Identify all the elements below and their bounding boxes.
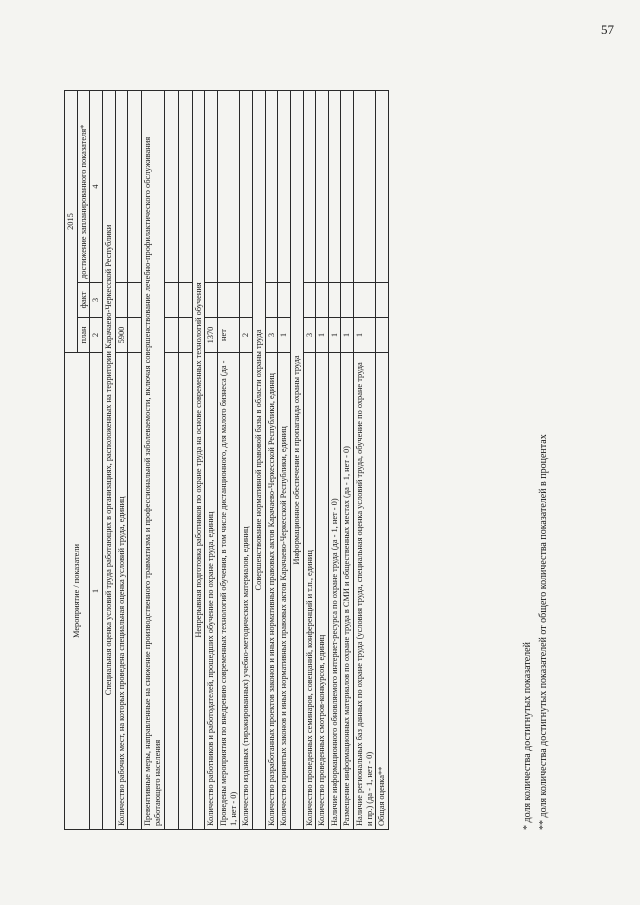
fact-value <box>341 282 354 317</box>
section-title: Непрерывная подготовка работников по охране труда на основе современных технологий обучения <box>192 90 205 829</box>
col-achievement-header: достижение запланированного показателя* <box>77 90 90 282</box>
empty-cell <box>178 90 192 282</box>
fact-value <box>278 282 291 317</box>
fact-value <box>316 282 329 317</box>
table-row <box>278 90 291 829</box>
achievement-value <box>303 90 316 282</box>
table-row <box>265 90 278 829</box>
indicator-name: Наличие региональных баз данных по охране труда (условия труда, специальная оценка условий труда, обучение по охране труда и пр.) (да - 1, нет - 0) <box>354 352 376 829</box>
table-row <box>115 90 128 829</box>
achievement-value <box>240 90 253 282</box>
section-row <box>192 90 205 829</box>
achievement-value <box>278 90 291 282</box>
achievement-value <box>265 90 278 282</box>
col-number-4: 4 <box>90 90 103 282</box>
achievement-value <box>316 90 329 282</box>
plan-value: 2 <box>240 317 253 352</box>
fact-value <box>376 282 389 317</box>
indicator-name: Количество изданных (тиражированных) учебно-методических материалов, единиц <box>240 352 253 829</box>
plan-value: 1 <box>316 317 329 352</box>
empty-cell <box>178 352 192 829</box>
achievement-value <box>341 90 354 282</box>
achievement-value <box>115 90 128 282</box>
fact-value <box>328 282 341 317</box>
empty-row <box>178 90 192 829</box>
col-number-1: 1 <box>90 352 103 829</box>
footnote-1: * доля количества достигнутых показателей <box>522 641 533 830</box>
indicator-name: Проведены мероприятия по внедрению современных технологий обучения, в том числе дистанционного, для малого бизнеса (да - 1, нет - 0) <box>217 352 239 829</box>
table-body <box>102 90 388 829</box>
empty-cell <box>164 352 178 829</box>
empty-cell <box>128 317 142 352</box>
col-plan-header: план <box>77 317 90 352</box>
plan-value: 3 <box>303 317 316 352</box>
table-row <box>376 90 389 829</box>
indicator-name: Размещение информационных материалов по охране труда в СМИ и общественных местах (да - 1, нет - 0) <box>341 352 354 829</box>
section-title: Информационное обеспечение и пропаганда охраны труда <box>290 90 303 829</box>
plan-value: 5900 <box>115 317 128 352</box>
section-row <box>142 90 164 829</box>
col-measure-header: Мероприятие / показатели <box>65 352 90 829</box>
plan-value <box>376 317 389 352</box>
section-title: Превентивные меры, направленные на снижение производственного травматизма и профессиональной заболеваемости, включая совершенствование лечебно-профилактического обслуживания работающего населения <box>142 90 164 829</box>
achievement-value <box>376 90 389 282</box>
achievement-value <box>328 90 341 282</box>
table-row <box>240 90 253 829</box>
fact-value <box>205 282 218 317</box>
achievement-value <box>205 90 218 282</box>
indicator-name: Количество принятых законов и иных нормативных правовых актов Карачаево-Черкесской Республики, единиц <box>278 352 291 829</box>
year-header: 2015 <box>65 90 78 352</box>
indicator-name: Количество проведенных семинаров, совещаний, конференций и т.п., единиц <box>303 352 316 829</box>
col-number-3: 3 <box>90 282 103 317</box>
rotated-sheet <box>50 38 590 868</box>
plan-value: 3 <box>265 317 278 352</box>
plan-value: 1 <box>328 317 341 352</box>
indicator-name: Количество рабочих мест, на которых проведена специальная оценка условий труда, единиц <box>115 352 128 829</box>
empty-cell <box>164 90 178 282</box>
page-number: 57 <box>601 22 614 37</box>
table-row <box>328 90 341 829</box>
empty-row <box>128 90 142 829</box>
section-title: Совершенствование нормативной правовой базы в области охраны труда <box>252 90 265 829</box>
fact-value <box>240 282 253 317</box>
indicator-name: Общая оценка** <box>376 352 389 829</box>
empty-cell <box>128 282 142 317</box>
footnotes <box>520 434 551 830</box>
section-row <box>290 90 303 829</box>
col-fact-header: факт <box>77 282 90 317</box>
indicator-name: Количество работников и работодателей, прошедших обучение по охране труда, единиц <box>205 352 218 829</box>
fact-value <box>265 282 278 317</box>
table-row <box>303 90 316 829</box>
fact-value <box>354 282 376 317</box>
fact-value <box>217 282 239 317</box>
plan-value: 1 <box>354 317 376 352</box>
section-row <box>252 90 265 829</box>
empty-cell <box>128 352 142 829</box>
plan-value: нет <box>217 317 239 352</box>
col-number-2: 2 <box>90 317 103 352</box>
table-row <box>217 90 239 829</box>
empty-cell <box>178 317 192 352</box>
table-row <box>354 90 376 829</box>
achievement-value <box>354 90 376 282</box>
section-title: Специальная оценка условий труда работающих в организациях, расположенных на территории Карачаево-Черкесской Республики <box>102 90 115 829</box>
indicators-table <box>64 90 389 830</box>
plan-value: 1370 <box>205 317 218 352</box>
indicator-name: Количество проведенных смотров-конкурсов, единиц <box>316 352 329 829</box>
plan-value: 1 <box>341 317 354 352</box>
indicator-name: Наличие информационного обновляемого интернет-ресурса по охране труда (да - 1, нет - 0) <box>328 352 341 829</box>
section-row <box>102 90 115 829</box>
empty-row <box>164 90 178 829</box>
plan-value: 1 <box>278 317 291 352</box>
fact-value <box>115 282 128 317</box>
footnote-2: ** доля количества достигнутых показателей от общего количества показателей в процентах <box>537 433 549 830</box>
table-row <box>205 90 218 829</box>
empty-cell <box>164 282 178 317</box>
empty-cell <box>128 90 142 282</box>
indicator-name: Количество разработанных проектов законов и иных нормативных правовых актов Карачаево-Черкесской Республики, единиц <box>265 352 278 829</box>
empty-cell <box>178 282 192 317</box>
table-row <box>316 90 329 829</box>
fact-value <box>303 282 316 317</box>
table-row <box>341 90 354 829</box>
achievement-value <box>217 90 239 282</box>
empty-cell <box>164 317 178 352</box>
